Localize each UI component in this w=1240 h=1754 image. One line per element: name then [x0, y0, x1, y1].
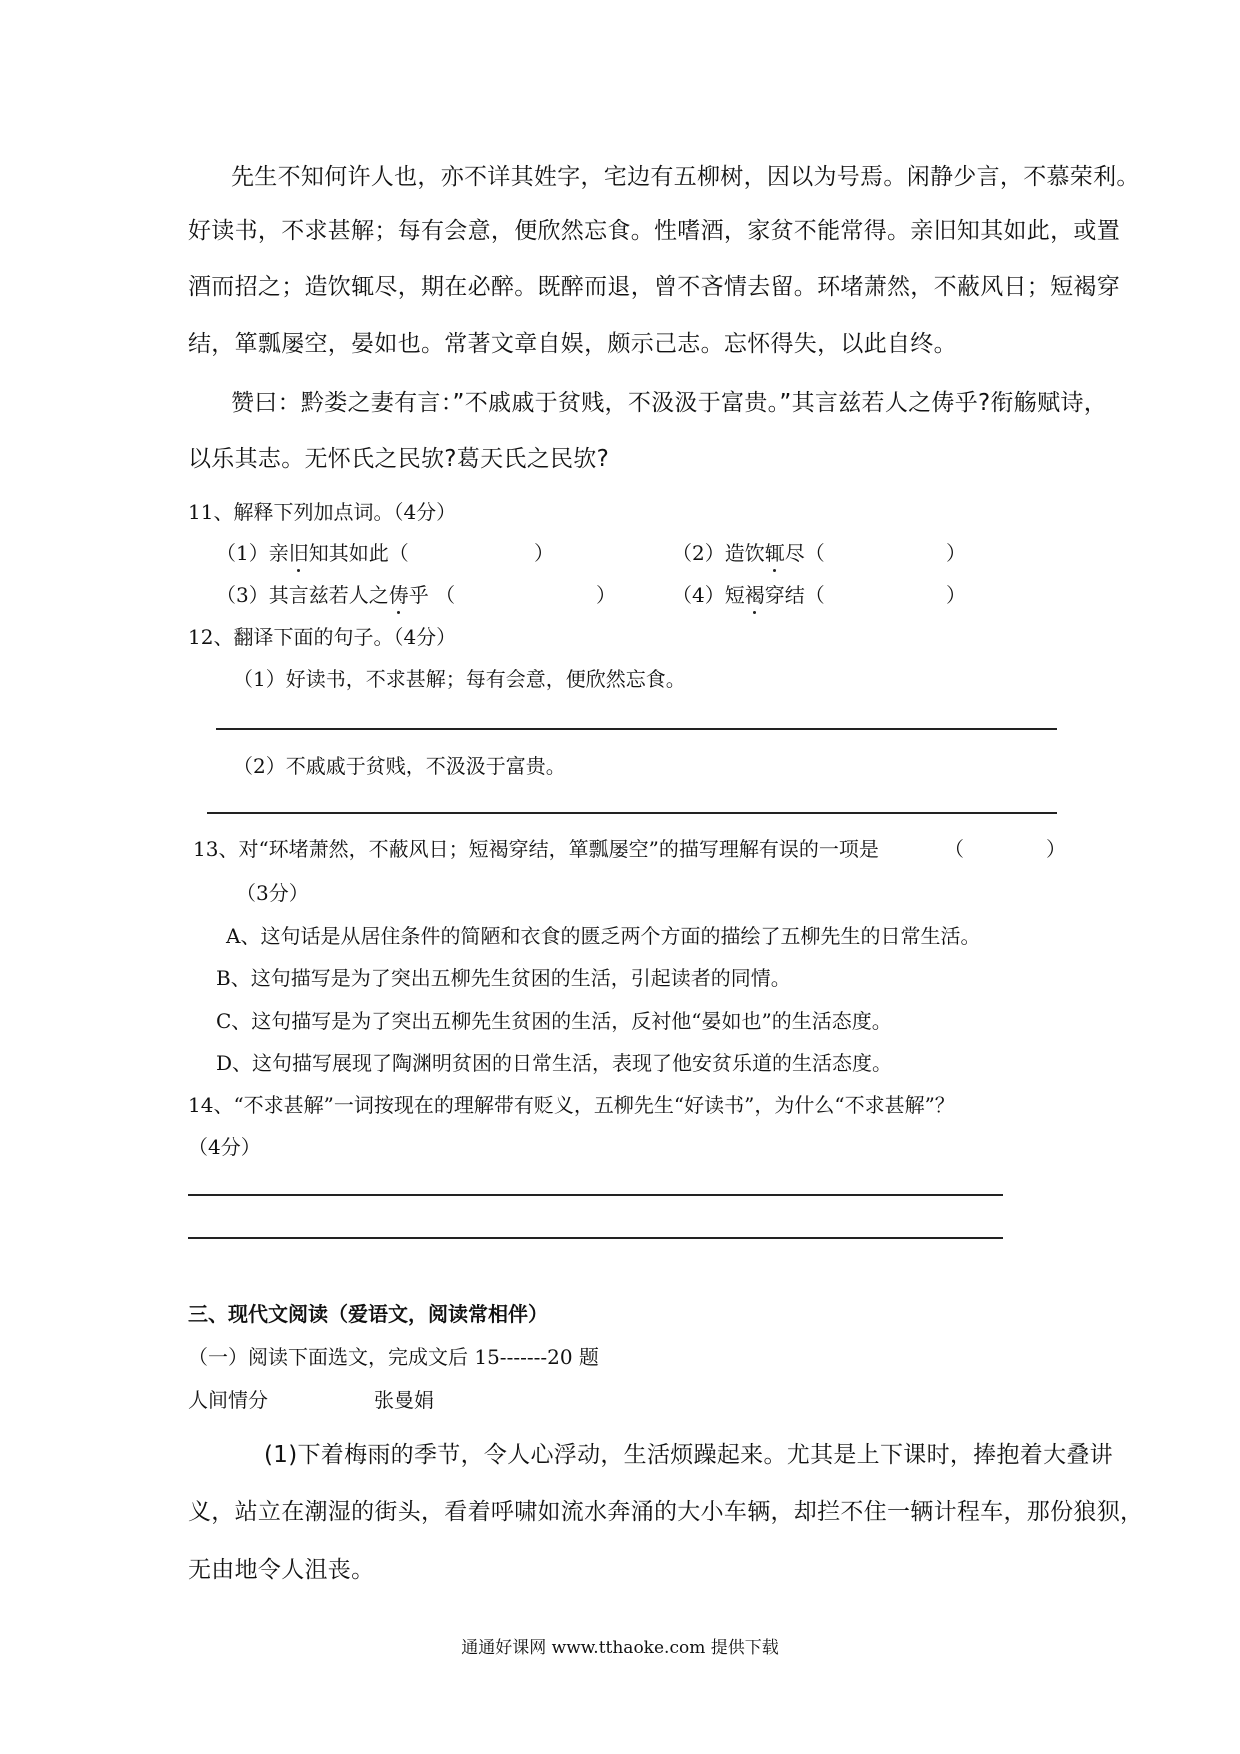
q11-item-1-post: 知其如此（ [308, 541, 409, 565]
q11-item-2-post: 尽（ [784, 541, 825, 565]
q11-item-1-pre: （1）亲 [216, 541, 289, 565]
page-footer: 通通好课网 www.tthaoke.com 提供下载 [461, 1638, 779, 1658]
passage-line-4: 结，箪瓢屡空，晏如也。常著文章自娱，颇示己志。忘怀得失，以此自终。 [188, 331, 957, 357]
q14-answer-line-2[interactable] [188, 1237, 1003, 1239]
q14-answer-line-1[interactable] [188, 1194, 1003, 1196]
q11-item-4-dotted-word: 褐 [744, 583, 765, 607]
q13-paren-close: ） [1046, 837, 1066, 861]
section3-heading: 三、现代文阅读（爱语文，阅读常相伴） [188, 1302, 548, 1326]
q11-item-2-dotted-word: 辄 [764, 541, 785, 565]
q14-score: （4分） [188, 1135, 261, 1159]
q11-item-4 [672, 579, 825, 608]
article-para-line-2: 义，站立在潮湿的街头，看着呼啸如流水奔涌的大小车辆，却拦不住一辆计程车，那份狼狈， [188, 1499, 1144, 1525]
article-para-line-3: 无由地令人沮丧。 [188, 1557, 375, 1583]
q11-item-1 [216, 537, 409, 566]
passage-line-1: 先生不知何许人也，亦不详其姓字，宅边有五柳树，因以为号焉。闲静少言，不慕荣利。 [231, 164, 1140, 190]
q13-option-a: A、这句话是从居住条件的简陋和衣食的匮乏两个方面的描绘了五柳先生的日常生活。 [226, 924, 981, 948]
article-author: 张曼娟 [374, 1388, 434, 1412]
q13-title: 13、对“环堵萧然，不蔽风日；短褐穿结，箪瓢屡空”的描写理解有误的一项是 [193, 837, 879, 861]
q14-title: 14、“不求甚解”一词按现在的理解带有贬义，五柳先生“好读书”，为什么“不求甚解”？ [188, 1093, 955, 1117]
q11-item-2-close: ） [946, 541, 966, 565]
q11-item-4-post: 穿结（ [764, 583, 825, 607]
q11-item-3-post: 乎 （ [408, 583, 456, 607]
q11-item-1-close: ） [534, 541, 554, 565]
q11-item-3-dotted-word: 俦 [388, 583, 409, 607]
q11-title: 11、解释下列加点词。（4分） [188, 500, 457, 524]
q11-item-3-pre: （3）其言兹若人之 [216, 583, 389, 607]
article-title: 人间情分 [188, 1388, 268, 1412]
section3-subheading: （一）阅读下面选文，完成文后 15-------20 题 [188, 1345, 599, 1369]
q11-item-2 [672, 537, 825, 566]
passage-line-6: 以乐其志。无怀氏之民欤?葛天氏之民欤? [188, 446, 610, 472]
q11-item-3 [216, 579, 455, 608]
q12-answer-line-2[interactable] [207, 812, 1057, 814]
q13-option-d: D、这句描写展现了陶渊明贫困的日常生活，表现了他安贫乐道的生活态度。 [216, 1051, 893, 1075]
q13-score: （3分） [236, 881, 309, 905]
q11-item-4-close: ） [946, 583, 966, 607]
q13-option-c: C、这句描写是为了突出五柳先生贫困的生活，反衬他“晏如也”的生活态度。 [216, 1009, 892, 1033]
passage-line-5: 赞曰：黔娄之妻有言：”不戚戚于贫贱，不汲汲于富贵。”其言兹若人之俦乎?衔觞赋诗， [231, 390, 1108, 416]
q11-item-4-pre: （4）短 [672, 583, 745, 607]
q12-sentence-1: （1）好读书，不求甚解；每有会意，便欣然忘食。 [233, 667, 686, 691]
q12-title: 12、翻译下面的句子。（4分） [188, 625, 457, 649]
article-para-line-1: (1)下着梅雨的季节，令人心浮动，生活烦躁起来。尤其是上下课时，捧抱着大叠讲 [264, 1442, 1113, 1468]
passage-line-2: 好读书，不求甚解；每有会意，便欣然忘食。性嗜酒，家贫不能常得。亲旧知其如此，或置 [188, 218, 1120, 244]
q13-option-b: B、这句描写是为了突出五柳先生贫困的生活，引起读者的同情。 [216, 966, 791, 990]
q11-item-2-pre: （2）造饮 [672, 541, 765, 565]
passage-line-3: 酒而招之；造饮辄尽，期在必醉。既醉而退，曾不吝情去留。环堵萧然，不蔽风日；短褐穿 [188, 274, 1120, 300]
q12-answer-line-1[interactable] [216, 728, 1057, 730]
q13-paren-open: （ [944, 837, 964, 861]
q11-item-3-close: ） [596, 583, 616, 607]
q11-item-1-dotted-word: 旧 [288, 541, 309, 565]
q12-sentence-2: （2）不戚戚于贫贱，不汲汲于富贵。 [233, 754, 566, 778]
